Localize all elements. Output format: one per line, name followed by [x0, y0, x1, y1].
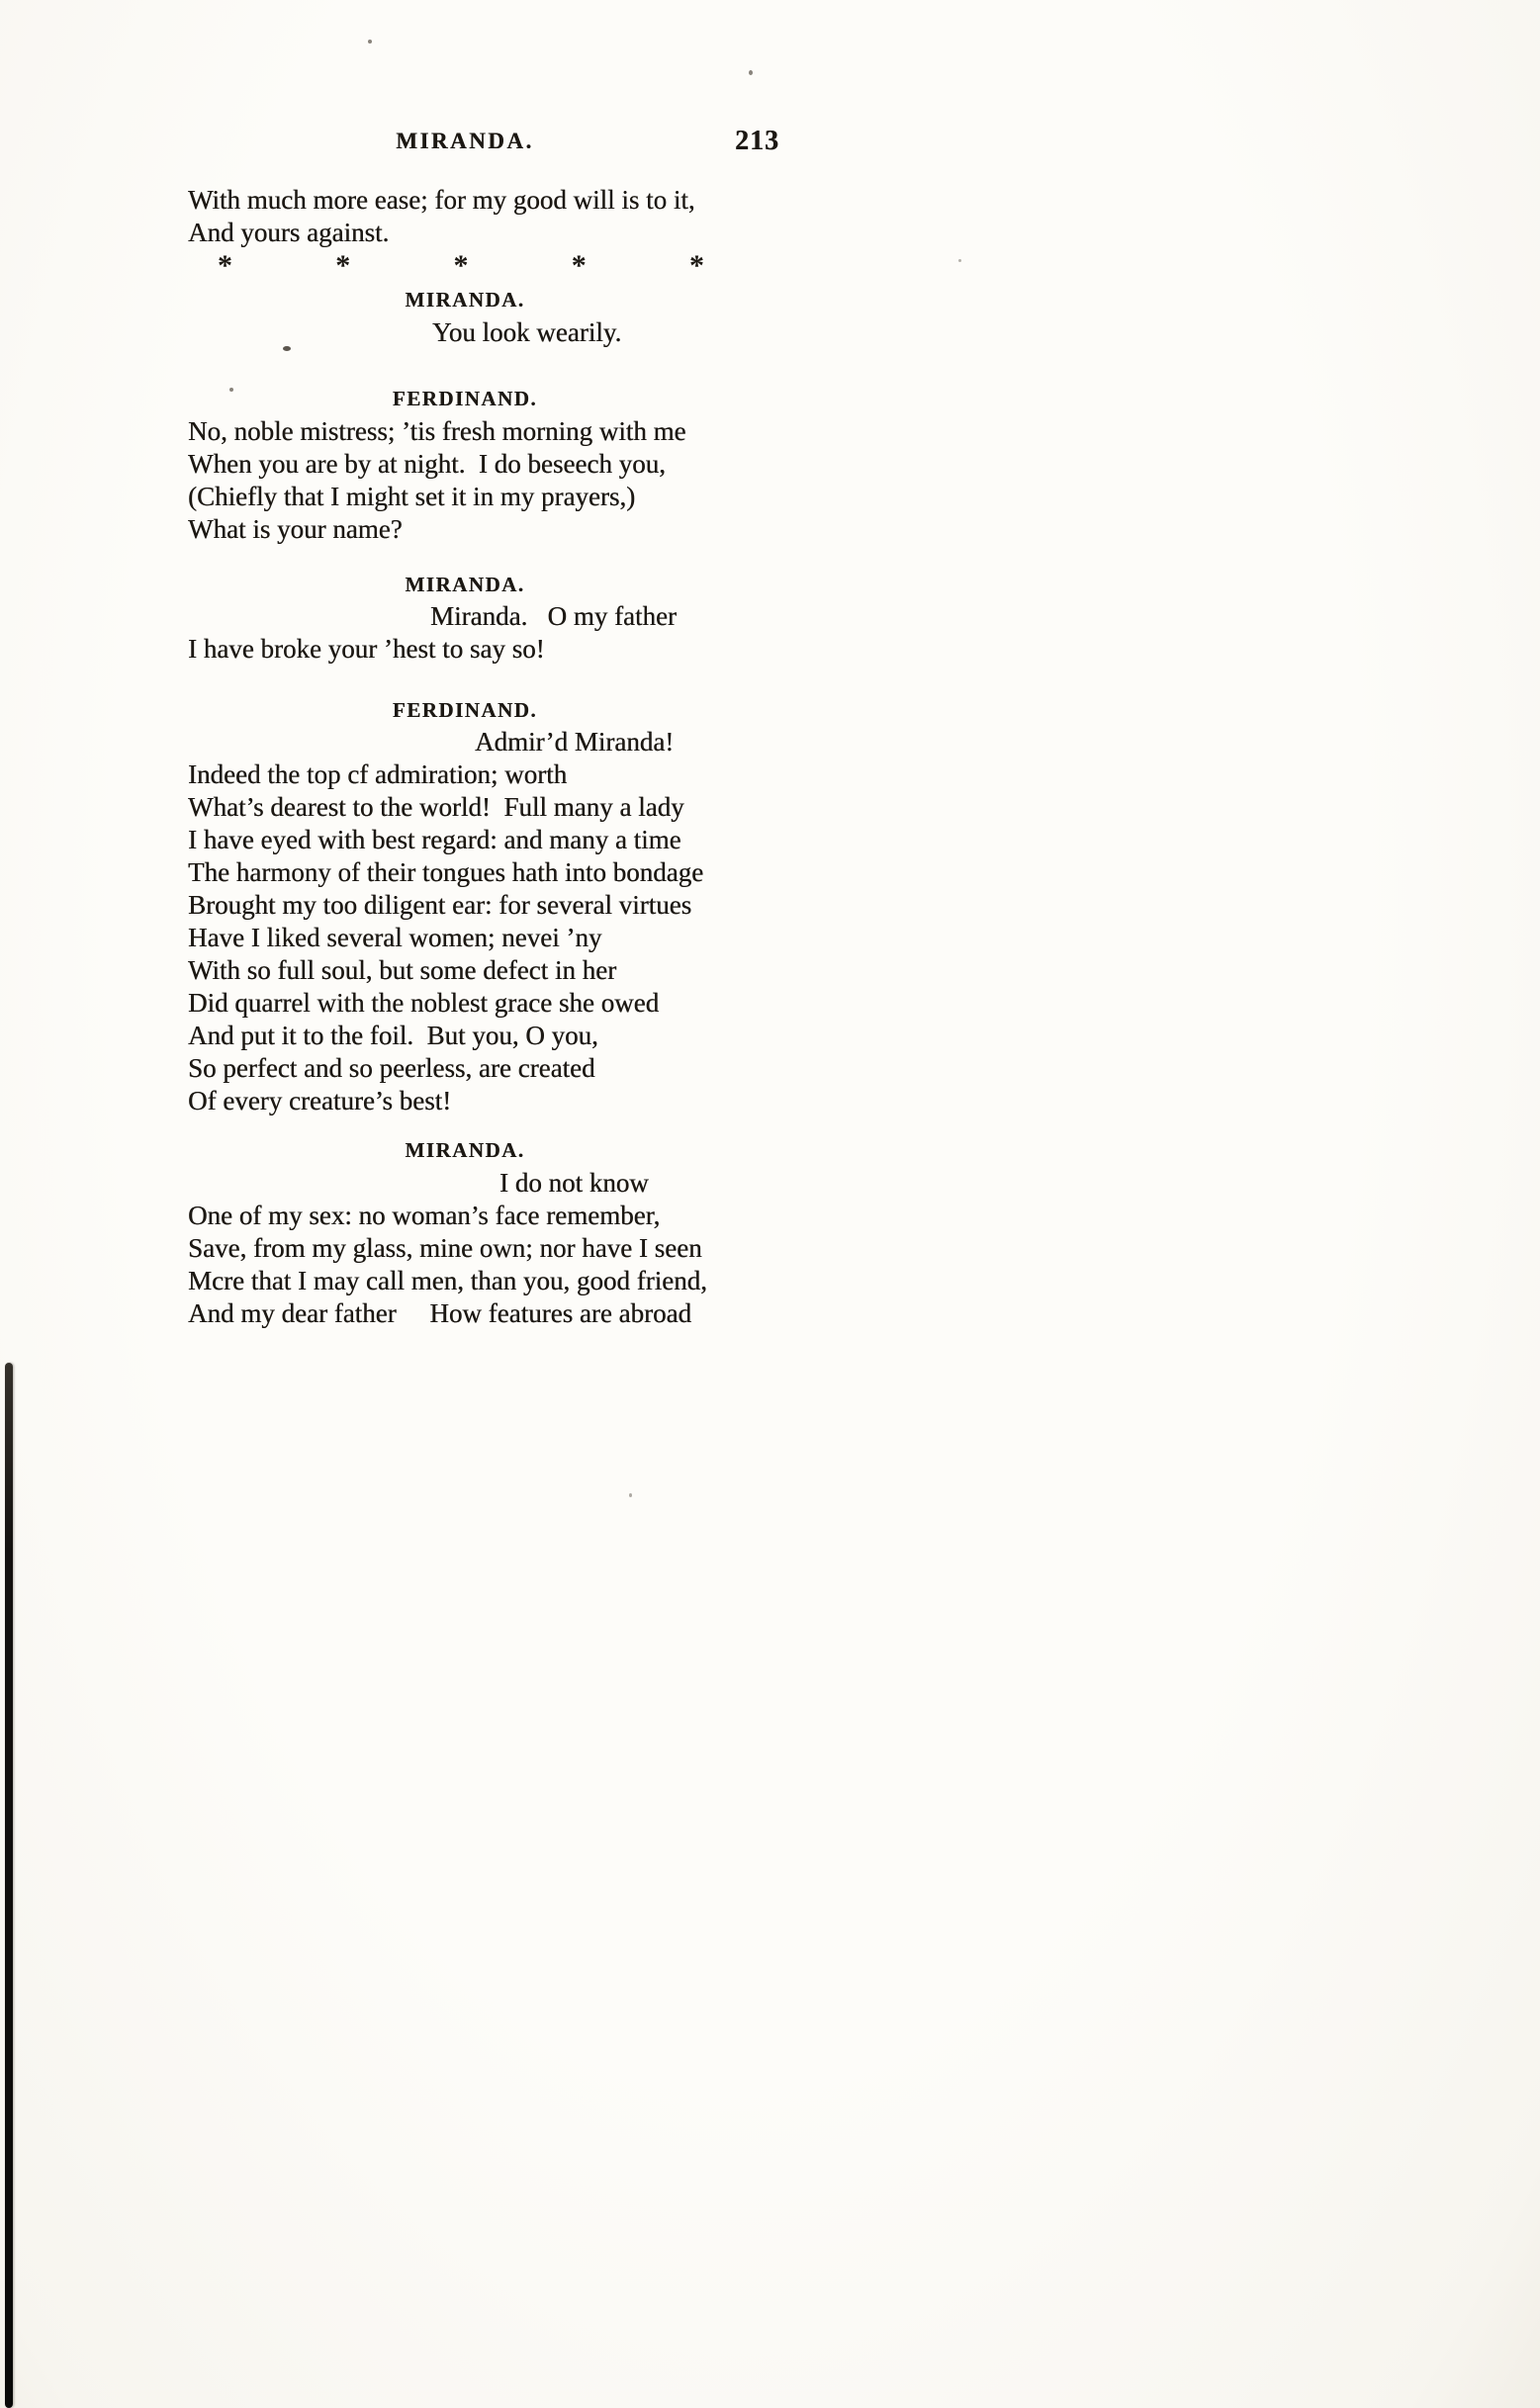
verse-line: Admir’d Miranda!: [475, 727, 675, 757]
verse-line: Brought my too diligent ear: for several virtues: [188, 890, 692, 920]
text-column: [188, 125, 779, 1330]
verse-block-miranda-2: [188, 600, 742, 666]
verse-line: When you are by at night. I do beseech you,: [188, 449, 666, 479]
asterisk: *: [689, 249, 704, 282]
scan-speck: [749, 70, 753, 75]
asterisk: *: [571, 249, 587, 282]
verse-line: The harmony of their tongues hath into bondage: [188, 857, 704, 887]
scan-speck: [958, 259, 961, 262]
verse-line: (Chiefly that I might set it in my prayers,): [188, 482, 636, 511]
asterisk: *: [335, 249, 351, 282]
asterisk: *: [453, 249, 469, 282]
verse-block-miranda-1: [188, 316, 742, 349]
speaker-heading-miranda: MIRANDA.: [405, 288, 525, 312]
running-title: MIRANDA.: [396, 129, 534, 153]
page-number: 213: [735, 126, 779, 156]
verse-line: And my dear father How features are abroad: [188, 1298, 692, 1328]
verse-line: Miranda. O my father: [430, 601, 677, 631]
section-break-asterisks: [218, 249, 704, 283]
verse-line: I have eyed with best regard: and many a time: [188, 825, 681, 854]
asterisk: *: [218, 249, 232, 282]
verse-line: What is your name?: [188, 514, 403, 544]
scan-speck: [283, 346, 291, 351]
verse-line: Did quarrel with the noblest grace she owed: [188, 988, 660, 1018]
speaker-heading-ferdinand: FERDINAND.: [392, 698, 538, 722]
verse-block-ferdinand-2: [188, 726, 742, 1117]
speaker-heading-miranda: MIRANDA.: [405, 573, 525, 596]
speaker-heading-ferdinand: FERDINAND.: [392, 387, 538, 410]
verse-line: Mcre that I may call men, than you, good friend,: [188, 1266, 707, 1295]
speaker-heading-miranda: MIRANDA.: [405, 1138, 525, 1162]
verse-line: What’s dearest to the world! Full many a lady: [188, 792, 684, 822]
verse-line: Indeed the top cf admiration; worth: [188, 759, 568, 789]
verse-line: With much more ease; for my good will is to it,: [188, 185, 695, 215]
page-header: [188, 125, 779, 158]
verse-line: Save, from my glass, mine own; nor have I seen: [188, 1233, 702, 1263]
verse-line: I have broke your ’hest to say so!: [188, 634, 545, 664]
verse-line: Of every creature’s best!: [188, 1086, 452, 1115]
verse-line: Have I liked several women; nevei ’ny: [188, 923, 602, 952]
scan-speck: [368, 40, 372, 44]
verse-line: You look wearily.: [432, 317, 622, 347]
scan-artifact-line: [5, 1363, 13, 2408]
verse-block-opening: [188, 184, 742, 249]
verse-line: One of my sex: no woman’s face remember,: [188, 1201, 661, 1230]
scan-speck: [629, 1493, 632, 1497]
verse-block-ferdinand-1: [188, 415, 742, 546]
verse-line: With so full soul, but some defect in her: [188, 955, 617, 985]
verse-line: And put it to the foil. But you, O you,: [188, 1021, 598, 1050]
scan-speck: [229, 388, 233, 392]
verse-line: And yours against.: [188, 218, 390, 247]
verse-line: So perfect and so peerless, are created: [188, 1053, 595, 1083]
verse-line: I do not know: [499, 1168, 649, 1198]
verse-block-miranda-3: [188, 1167, 742, 1330]
verse-line: No, noble mistress; ’tis fresh morning with me: [188, 416, 686, 446]
